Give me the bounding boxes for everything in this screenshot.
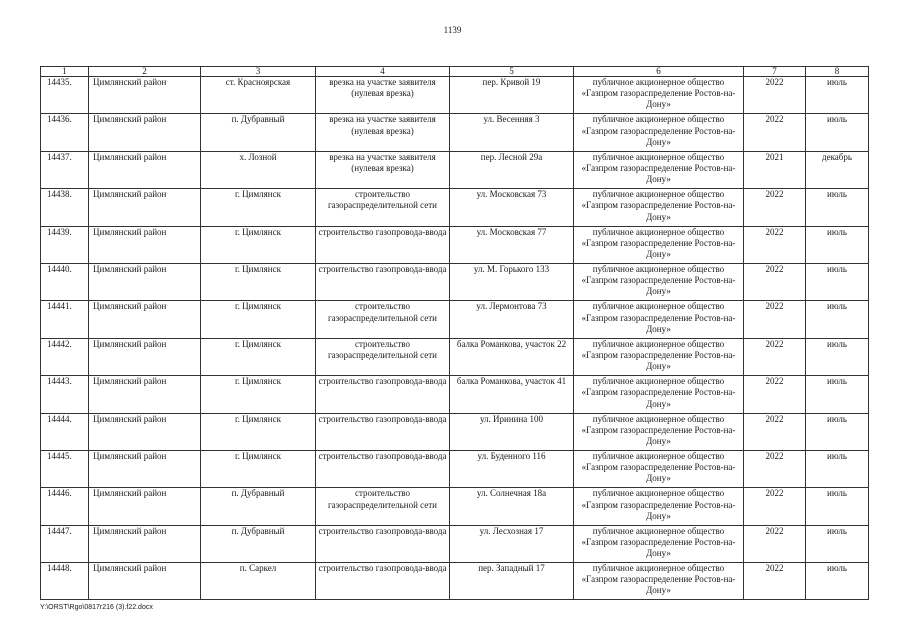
table-row	[41, 525, 869, 562]
month-cell: июль	[806, 450, 869, 487]
table-row	[41, 189, 869, 226]
row-number: 14446.	[41, 488, 89, 525]
table-row	[41, 77, 869, 114]
district-cell: Цимлянский район	[89, 488, 201, 525]
page-number: 1139	[443, 25, 462, 35]
month-cell: июль	[806, 376, 869, 413]
year-cell: 2022	[744, 413, 806, 450]
column-header: 7	[744, 67, 806, 77]
row-number: 14444.	[41, 413, 89, 450]
row-number: 14442.	[41, 338, 89, 375]
settlement-cell: г. Цимлянск	[201, 338, 316, 375]
address-cell: ул. Лермонтова 73	[450, 301, 574, 338]
schedule-table	[40, 66, 869, 600]
column-header: 2	[89, 67, 201, 77]
table-row	[41, 376, 869, 413]
month-cell: июль	[806, 226, 869, 263]
year-cell: 2022	[744, 189, 806, 226]
address-cell: ул. М. Горького 133	[450, 263, 574, 300]
work-type-cell: строительство газопровода-ввода	[316, 263, 450, 300]
organization-cell: публичное акционерное общество «Газпром газораспределение Ростов-на-Дону»	[574, 77, 744, 114]
address-cell: балка Романкова, участок 22	[450, 338, 574, 375]
district-cell: Цимлянский район	[89, 226, 201, 263]
year-cell: 2022	[744, 114, 806, 151]
work-type-cell: строительство газопровода-ввода	[316, 413, 450, 450]
settlement-cell: г. Цимлянск	[201, 413, 316, 450]
year-cell: 2021	[744, 151, 806, 188]
row-number: 14445.	[41, 450, 89, 487]
work-type-cell: строительство газопровода-ввода	[316, 376, 450, 413]
settlement-cell: г. Цимлянск	[201, 263, 316, 300]
month-cell: июль	[806, 189, 869, 226]
column-header: 3	[201, 67, 316, 77]
work-type-cell: строительство газопровода-ввода	[316, 226, 450, 263]
settlement-cell: г. Цимлянск	[201, 226, 316, 263]
table-row	[41, 563, 869, 600]
month-cell: июль	[806, 263, 869, 300]
address-cell: пер. Кривой 19	[450, 77, 574, 114]
organization-cell: публичное акционерное общество «Газпром газораспределение Ростов-на-Дону»	[574, 189, 744, 226]
column-header: 8	[806, 67, 869, 77]
work-type-cell: врезка на участке заявителя (нулевая врезка)	[316, 151, 450, 188]
district-cell: Цимлянский район	[89, 376, 201, 413]
district-cell: Цимлянский район	[89, 338, 201, 375]
settlement-cell: х. Лозной	[201, 151, 316, 188]
row-number: 14435.	[41, 77, 89, 114]
year-cell: 2022	[744, 338, 806, 375]
month-cell: декабрь	[806, 151, 869, 188]
table-row	[41, 450, 869, 487]
organization-cell: публичное акционерное общество «Газпром газораспределение Ростов-на-Дону»	[574, 226, 744, 263]
year-cell: 2022	[744, 525, 806, 562]
month-cell: июль	[806, 114, 869, 151]
table-row	[41, 226, 869, 263]
table-row	[41, 114, 869, 151]
column-header: 4	[316, 67, 450, 77]
table-body	[41, 77, 869, 600]
organization-cell: публичное акционерное общество «Газпром газораспределение Ростов-на-Дону»	[574, 338, 744, 375]
address-cell: ул. Московская 73	[450, 189, 574, 226]
work-type-cell: строительство газопровода-ввода	[316, 450, 450, 487]
district-cell: Цимлянский район	[89, 525, 201, 562]
settlement-cell: г. Цимлянск	[201, 376, 316, 413]
address-cell: ул. Иринина 100	[450, 413, 574, 450]
work-type-cell: строительство газораспределительной сети	[316, 301, 450, 338]
district-cell: Цимлянский район	[89, 189, 201, 226]
table-row	[41, 338, 869, 375]
row-number: 14441.	[41, 301, 89, 338]
settlement-cell: г. Цимлянск	[201, 189, 316, 226]
row-number: 14443.	[41, 376, 89, 413]
district-cell: Цимлянский район	[89, 263, 201, 300]
row-number: 14447.	[41, 525, 89, 562]
district-cell: Цимлянский район	[89, 114, 201, 151]
row-number: 14439.	[41, 226, 89, 263]
work-type-cell: строительство газопровода-ввода	[316, 563, 450, 600]
row-number: 14438.	[41, 189, 89, 226]
organization-cell: публичное акционерное общество «Газпром газораспределение Ростов-на-Дону»	[574, 563, 744, 600]
year-cell: 2022	[744, 263, 806, 300]
organization-cell: публичное акционерное общество «Газпром газораспределение Ростов-на-Дону»	[574, 263, 744, 300]
settlement-cell: п. Дубравный	[201, 525, 316, 562]
year-cell: 2022	[744, 226, 806, 263]
month-cell: июль	[806, 338, 869, 375]
month-cell: июль	[806, 525, 869, 562]
district-cell: Цимлянский район	[89, 301, 201, 338]
column-header: 6	[574, 67, 744, 77]
month-cell: июль	[806, 563, 869, 600]
district-cell: Цимлянский район	[89, 450, 201, 487]
settlement-cell: п. Дубравный	[201, 488, 316, 525]
month-cell: июль	[806, 77, 869, 114]
row-number: 14440.	[41, 263, 89, 300]
column-header: 1	[41, 67, 89, 77]
month-cell: июль	[806, 301, 869, 338]
year-cell: 2022	[744, 301, 806, 338]
table-row	[41, 488, 869, 525]
work-type-cell: врезка на участке заявителя (нулевая врезка)	[316, 77, 450, 114]
year-cell: 2022	[744, 376, 806, 413]
year-cell: 2022	[744, 488, 806, 525]
district-cell: Цимлянский район	[89, 77, 201, 114]
table-row	[41, 413, 869, 450]
organization-cell: публичное акционерное общество «Газпром газораспределение Ростов-на-Дону»	[574, 151, 744, 188]
settlement-cell: п. Саркел	[201, 563, 316, 600]
district-cell: Цимлянский район	[89, 413, 201, 450]
year-cell: 2022	[744, 563, 806, 600]
work-type-cell: строительство газораспределительной сети	[316, 488, 450, 525]
row-number: 14437.	[41, 151, 89, 188]
work-type-cell: строительство газопровода-ввода	[316, 525, 450, 562]
organization-cell: публичное акционерное общество «Газпром газораспределение Ростов-на-Дону»	[574, 301, 744, 338]
settlement-cell: ст. Красноярская	[201, 77, 316, 114]
table-row	[41, 263, 869, 300]
table-header	[41, 67, 869, 77]
table-row	[41, 301, 869, 338]
organization-cell: публичное акционерное общество «Газпром газораспределение Ростов-на-Дону»	[574, 525, 744, 562]
district-cell: Цимлянский район	[89, 151, 201, 188]
work-type-cell: строительство газораспределительной сети	[316, 189, 450, 226]
schedule-table-container	[40, 66, 868, 600]
settlement-cell: г. Цимлянск	[201, 450, 316, 487]
footer-file-path: Y:\ORST\Rgo\0817r216 (3).f22.docx	[40, 604, 153, 611]
column-header: 5	[450, 67, 574, 77]
address-cell: ул. Московская 77	[450, 226, 574, 263]
address-cell: пер. Западный 17	[450, 563, 574, 600]
row-number: 14448.	[41, 563, 89, 600]
work-type-cell: врезка на участке заявителя (нулевая врезка)	[316, 114, 450, 151]
settlement-cell: п. Дубравный	[201, 114, 316, 151]
organization-cell: публичное акционерное общество «Газпром газораспределение Ростов-на-Дону»	[574, 376, 744, 413]
month-cell: июль	[806, 413, 869, 450]
year-cell: 2022	[744, 450, 806, 487]
row-number: 14436.	[41, 114, 89, 151]
organization-cell: публичное акционерное общество «Газпром газораспределение Ростов-на-Дону»	[574, 114, 744, 151]
district-cell: Цимлянский район	[89, 563, 201, 600]
address-cell: балка Романкова, участок 41	[450, 376, 574, 413]
year-cell: 2022	[744, 77, 806, 114]
settlement-cell: г. Цимлянск	[201, 301, 316, 338]
organization-cell: публичное акционерное общество «Газпром газораспределение Ростов-на-Дону»	[574, 488, 744, 525]
address-cell: ул. Солнечная 18а	[450, 488, 574, 525]
work-type-cell: строительство газораспределительной сети	[316, 338, 450, 375]
address-cell: ул. Лесхозная 17	[450, 525, 574, 562]
address-cell: ул. Буденного 116	[450, 450, 574, 487]
table-row	[41, 151, 869, 188]
address-cell: пер. Лесной 29а	[450, 151, 574, 188]
organization-cell: публичное акционерное общество «Газпром газораспределение Ростов-на-Дону»	[574, 413, 744, 450]
organization-cell: публичное акционерное общество «Газпром газораспределение Ростов-на-Дону»	[574, 450, 744, 487]
month-cell: июль	[806, 488, 869, 525]
address-cell: ул. Весенняя 3	[450, 114, 574, 151]
